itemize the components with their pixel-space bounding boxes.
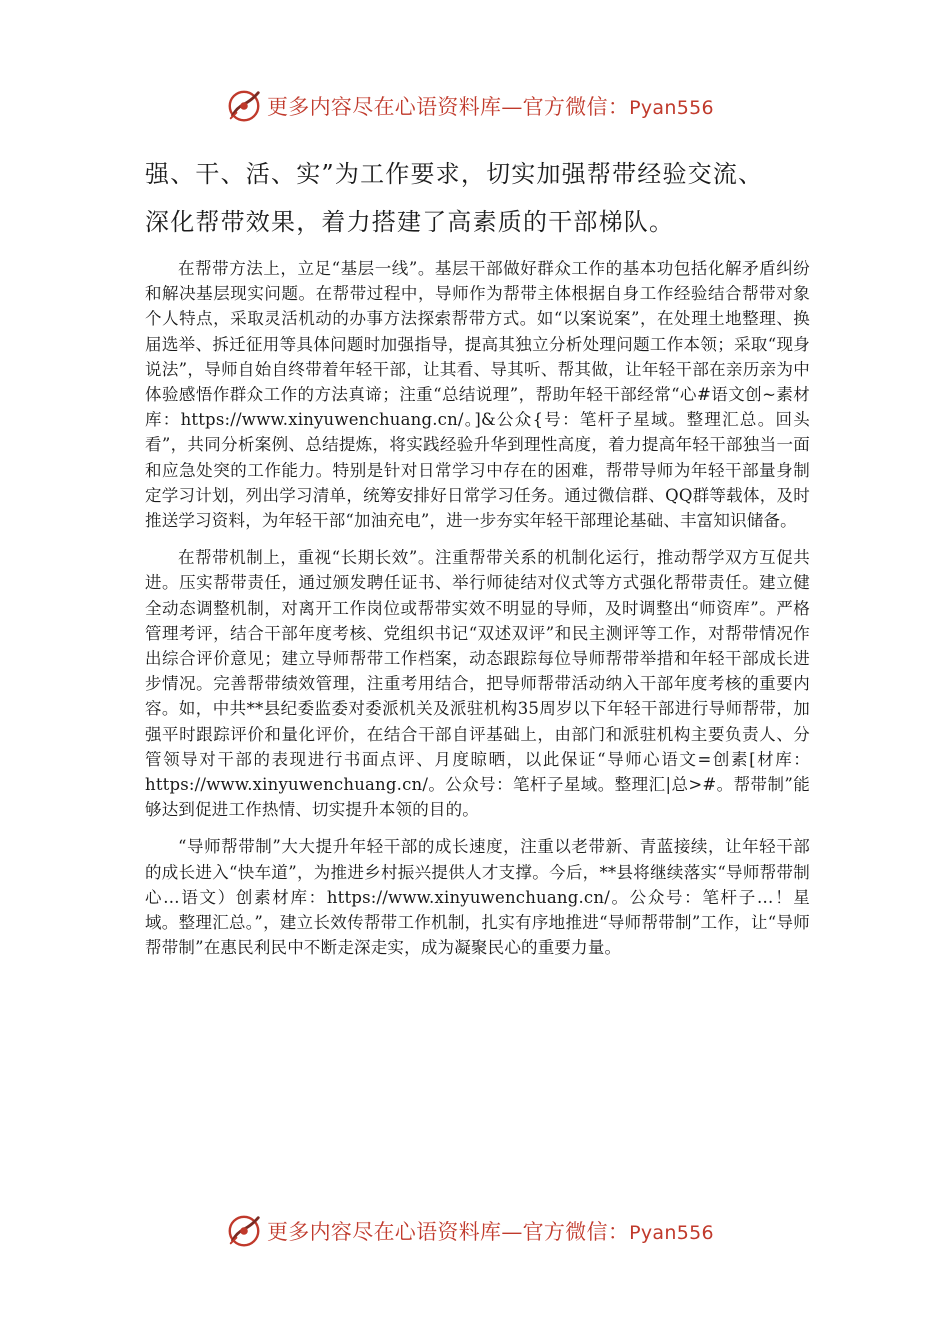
- footer-banner-text: [267, 1216, 714, 1246]
- banner-dash: —: [501, 95, 523, 119]
- banner-main-text: 更多内容尽在心语资料库: [267, 95, 502, 119]
- lead-line-1: 强、干、活、实”为工作要求，切实加强帮带经验交流、: [145, 160, 764, 188]
- pen-in-circle-icon: [225, 1212, 263, 1250]
- banner-dash: —: [501, 1220, 523, 1244]
- banner-wechat-label: 官方微信：: [522, 1220, 630, 1244]
- banner-wechat-label: 官方微信：: [522, 95, 630, 119]
- banner-wechat-id: Pyan556: [629, 1222, 714, 1244]
- lead-line-2: 深化帮带效果，着力搭建了高素质的干部梯队。: [145, 208, 675, 236]
- pen-in-circle-icon: [225, 87, 263, 125]
- footer-banner: [225, 1211, 725, 1251]
- paragraph-conclusion: “导师帮带制”大大提升年轻干部的成长速度，注重以老带新、青蓝接续，让年轻干部的成长进入“快车道”，为推进乡村振兴提供人才支撑。今后，**县将继续落实“导师帮带制心…语文）创素材库：https://www.xinyuwenchuang.cn/。公众号：笔杆子…！星域。整理汇总。”，建立长效传帮带工作机制，扎实有序地推进“导师帮带制”工作，让“导师帮带制”在惠民利民中不断走深走实，成为凝聚民心的重要力量。: [145, 837, 810, 958]
- header-banner: [225, 86, 725, 126]
- banner-wechat-id: Pyan556: [629, 97, 714, 119]
- header-banner-text: [267, 91, 714, 121]
- paragraph-method: 在帮带方法上，立足“基层一线”。基层干部做好群众工作的基本功包括化解矛盾纠纷和解决基层现实问题。在帮带过程中，导师作为帮带主体根据自身工作经验结合帮带对象个人特点，采取灵活机动的办事方法探索帮带方式。如“以案说案”，在处理土地整理、换届选举、拆迁征用等具体问题时加强指导，提高其独立分析处理问题工作本领；采取“现身说法”，导师自始自终带着年轻干部，让其看、导其听、帮其做，让年轻干部在亲历亲为中体验感悟作群众工作的方法真谛；注重“总结说理”，帮助年轻干部经常“心#语文创~素材库：https://www.xinyuwenchuang.cn/。]&公众{号：笔杆子星域。整理汇总。回头看”，共同分析案例、总结提炼，将实践经验升华到理性高度，着力提高年轻干部独当一面和应急处突的工作能力。特别是针对日常学习中存在的困难，帮带导师为年轻干部量身制定学习计划，列出学习清单，统筹安排好日常学习任务。通过微信群、QQ群等载体，及时推送学习资料，为年轻干部“加油充电”，进一步夯实年轻干部理论基础、丰富知识储备。: [145, 259, 810, 531]
- document-body: [145, 256, 810, 972]
- paragraph-mechanism: 在帮带机制上，重视“长期长效”。注重帮带关系的机制化运行，推动帮学双方互促共进。压实帮带责任，通过颁发聘任证书、举行师徒结对仪式等方式强化帮带责任。建立健全动态调整机制，对离开工作岗位或帮带实效不明显的导师，及时调整出“师资库”。严格管理考评，结合干部年度考核、党组织书记“双述双评”和民主测评等工作，对帮带情况作出综合评价意见；建立导师帮带工作档案，动态跟踪每位导师帮带举措和年轻干部成长进步情况。完善帮带绩效管理，注重考用结合，把导师帮带活动纳入干部年度考核的重要内容。如，中共**县纪委监委对委派机关及派驻机构35周岁以下年轻干部进行导师帮带，加强平时跟踪评价和量化评价，在结合干部自评基础上，由部门和派驻机构主要负责人、分管领导对干部的表现进行书面点评、月度晾晒，以此保证“导师心语文=创素[材库：https://www.xinyuwenchuang.cn/。公众号：笔杆子星域。整理汇|总>#。帮带制”能够达到促进工作热情、切实提升本领的目的。: [145, 548, 810, 820]
- banner-main-text: 更多内容尽在心语资料库: [267, 1220, 502, 1244]
